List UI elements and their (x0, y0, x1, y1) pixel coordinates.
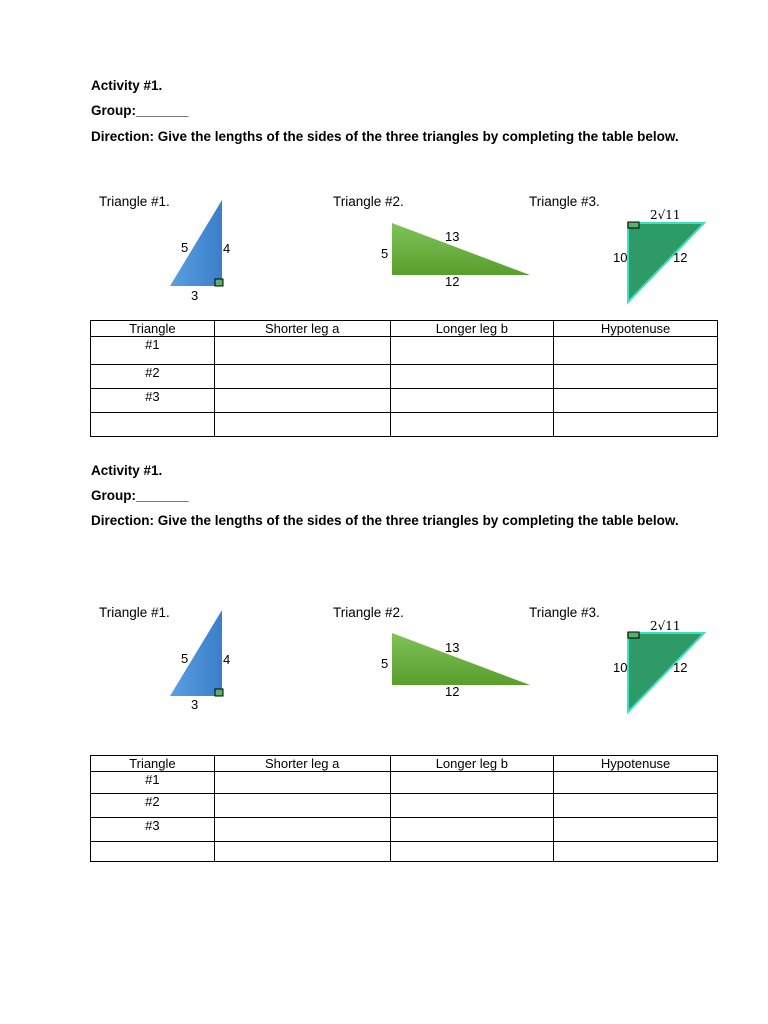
group-field[interactable]: Group:_______ (91, 488, 189, 503)
answer-cell[interactable] (390, 389, 554, 413)
answer-cell[interactable] (390, 772, 554, 794)
triangle-3-right-label: 12 (673, 250, 688, 265)
table-header: Hypotenuse (554, 321, 718, 337)
triangle-1-vert-label: 4 (223, 241, 231, 256)
direction-text: Direction: Give the lengths of the sides of the three triangles by completing the table below. (91, 129, 679, 144)
triangle-1-polygon (170, 200, 222, 286)
triangle-3-top-label: 2√11 (650, 619, 681, 633)
answer-cell[interactable] (554, 842, 718, 862)
answer-table (90, 320, 718, 437)
activity-title: Activity #1. (91, 78, 163, 93)
direction-text: Direction: Give the lengths of the sides of the three triangles by completing the table below. (91, 513, 679, 528)
triangle-2-polygon (392, 633, 530, 685)
right-angle-marker (215, 689, 223, 696)
triangle-2-base-label: 12 (445, 274, 460, 289)
table-row (91, 818, 718, 842)
answer-cell[interactable] (214, 413, 390, 437)
triangle-1-base-label: 3 (191, 697, 199, 712)
answer-cell[interactable] (390, 794, 554, 818)
table-cell: #2 (91, 794, 215, 818)
triangle-1-vert-label: 4 (223, 652, 231, 667)
answer-cell[interactable] (214, 389, 390, 413)
answer-cell[interactable] (554, 413, 718, 437)
table-header: Triangle (91, 321, 215, 337)
answer-cell[interactable] (554, 818, 718, 842)
answer-cell[interactable] (554, 337, 718, 365)
triangle-2-hyp-label: 13 (445, 229, 460, 244)
answer-cell[interactable] (554, 772, 718, 794)
table-cell (91, 413, 215, 437)
table-header: Hypotenuse (554, 756, 718, 772)
table-cell: #3 (91, 818, 215, 842)
answer-cell[interactable] (390, 818, 554, 842)
table-header: Shorter leg a (214, 321, 390, 337)
triangle-2-base-label: 12 (445, 684, 460, 699)
group-field[interactable]: Group:_______ (91, 103, 189, 118)
right-angle-marker (628, 632, 639, 638)
table-row (91, 794, 718, 818)
activity-title: Activity #1. (91, 463, 163, 478)
table-cell (91, 842, 215, 862)
triangle-3-left-label: 10 (613, 250, 628, 265)
answer-cell[interactable] (214, 337, 390, 365)
answer-cell[interactable] (390, 337, 554, 365)
triangle-3-shape (620, 625, 715, 720)
table-header: Shorter leg a (214, 756, 390, 772)
triangle-3-label: Triangle #3. (529, 194, 600, 209)
answer-table (90, 755, 718, 862)
table-row (91, 365, 718, 389)
triangle-1-label: Triangle #1. (99, 605, 170, 620)
triangle-2-hyp-label: 13 (445, 640, 460, 655)
triangle-2-shape (390, 220, 535, 280)
triangle-1-hyp-label: 5 (181, 240, 189, 255)
answer-cell[interactable] (554, 365, 718, 389)
answer-cell[interactable] (554, 794, 718, 818)
triangle-3-right-label: 12 (673, 660, 688, 675)
triangle-2-shape (390, 630, 535, 690)
triangle-3-label: Triangle #3. (529, 605, 600, 620)
table-cell: #3 (91, 389, 215, 413)
triangle-1-polygon (170, 610, 222, 696)
table-cell: #1 (91, 337, 215, 365)
table-row (91, 413, 718, 437)
triangle-1-base-label: 3 (191, 288, 199, 303)
table-header: Longer leg b (390, 756, 554, 772)
triangle-3-left-label: 10 (613, 660, 628, 675)
right-angle-marker (628, 222, 639, 228)
answer-cell[interactable] (214, 365, 390, 389)
answer-cell[interactable] (214, 818, 390, 842)
answer-cell[interactable] (554, 389, 718, 413)
table-row (91, 337, 718, 365)
triangle-2-label: Triangle #2. (333, 194, 404, 209)
triangle-3-shape (620, 215, 715, 310)
table-row (91, 772, 718, 794)
answer-cell[interactable] (214, 772, 390, 794)
triangle-3-polygon (628, 633, 704, 712)
triangle-2-label: Triangle #2. (333, 605, 404, 620)
table-cell: #1 (91, 772, 215, 794)
answer-cell[interactable] (214, 794, 390, 818)
triangle-2-polygon (392, 223, 530, 275)
table-cell: #2 (91, 365, 215, 389)
answer-cell[interactable] (390, 842, 554, 862)
answer-cell[interactable] (390, 365, 554, 389)
table-header: Triangle (91, 756, 215, 772)
table-header: Longer leg b (390, 321, 554, 337)
triangle-2-vert-label: 5 (381, 246, 389, 261)
table-row (91, 389, 718, 413)
answer-cell[interactable] (214, 842, 390, 862)
triangle-1-hyp-label: 5 (181, 651, 189, 666)
table-row (91, 842, 718, 862)
triangle-3-top-label: 2√11 (650, 208, 681, 222)
answer-cell[interactable] (390, 413, 554, 437)
right-angle-marker (215, 279, 223, 286)
triangle-3-polygon (628, 223, 704, 302)
triangle-1-label: Triangle #1. (99, 194, 170, 209)
triangle-2-vert-label: 5 (381, 656, 389, 671)
